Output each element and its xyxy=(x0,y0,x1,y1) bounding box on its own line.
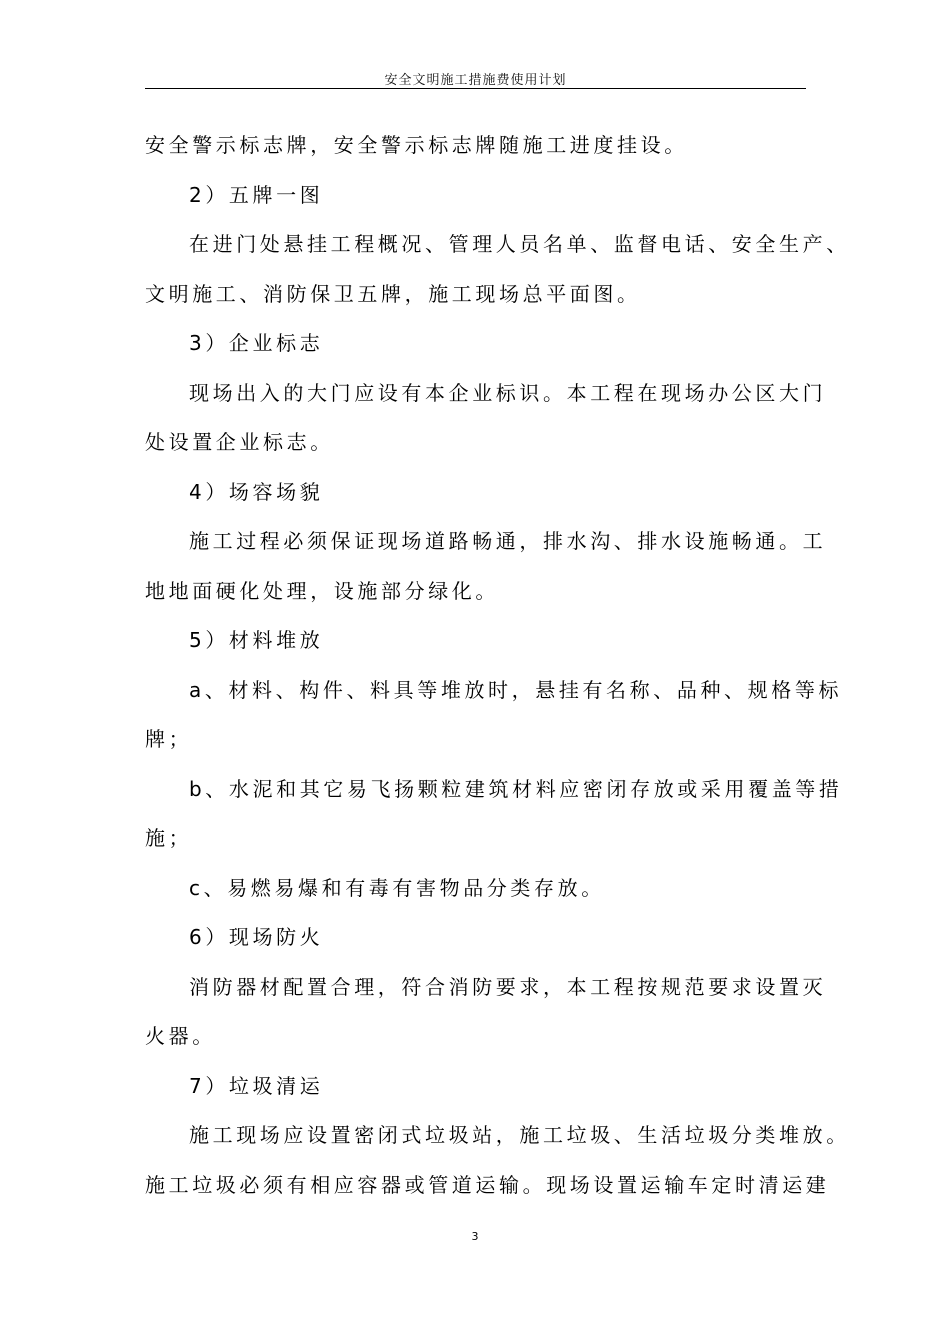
list-item-line: 牌； xyxy=(145,727,193,751)
paragraph-line: 施工过程必须保证现场道路畅通，排水沟、排水设施畅通。工 xyxy=(189,529,827,553)
paragraph-line: 消防器材配置合理，符合消防要求，本工程按规范要求设置灭 xyxy=(189,974,827,999)
page-header-title: 安全文明施工措施费使用计划 xyxy=(384,73,567,88)
section-heading: 2）五牌一图 xyxy=(189,182,324,207)
paragraph-line: 在进门处悬挂工程概况、管理人员名单、监督电话、安全生产、 xyxy=(189,232,850,256)
text-line: 安全警示标志牌，安全警示标志牌随施工进度挂设。 xyxy=(145,133,688,157)
header-rule xyxy=(145,88,806,89)
document-body xyxy=(145,121,850,1210)
paragraph-line: 文明施工、消防保卫五牌，施工现场总平面图。 xyxy=(145,281,641,306)
paragraph-line: 火器。 xyxy=(145,1024,216,1048)
section-heading: 3）企业标志 xyxy=(189,331,324,355)
list-item-line: a、材料、构件、料具等堆放时，悬挂有名称、品种、规格等标 xyxy=(189,677,843,702)
section-heading: 4）场容场貌 xyxy=(189,479,324,504)
paragraph-line: 处设置企业标志。 xyxy=(145,430,334,454)
list-item-line: 施； xyxy=(145,826,193,850)
section-heading: 5）材料堆放 xyxy=(189,628,324,652)
paragraph-line: 地地面硬化处理，设施部分绿化。 xyxy=(145,578,499,603)
paragraph-line: 施工现场应设置密闭式垃圾站，施工垃圾、生活垃圾分类堆放。 xyxy=(189,1123,850,1147)
section-heading: 6）现场防火 xyxy=(189,925,324,949)
paragraph-line: 现场出入的大门应设有本企业标识。本工程在现场办公区大门 xyxy=(189,380,827,405)
page-number: 3 xyxy=(471,1230,479,1243)
section-heading: 7）垃圾清运 xyxy=(189,1073,324,1098)
paragraph-line: 施工垃圾必须有相应容器或管道运输。现场设置运输车定时清运建 xyxy=(145,1172,830,1197)
list-item-line: c、易燃易爆和有毒有害物品分类存放。 xyxy=(189,875,605,900)
list-item-line: b、水泥和其它易飞扬颗粒建筑材料应密闭存放或采用覆盖等措 xyxy=(189,776,843,801)
